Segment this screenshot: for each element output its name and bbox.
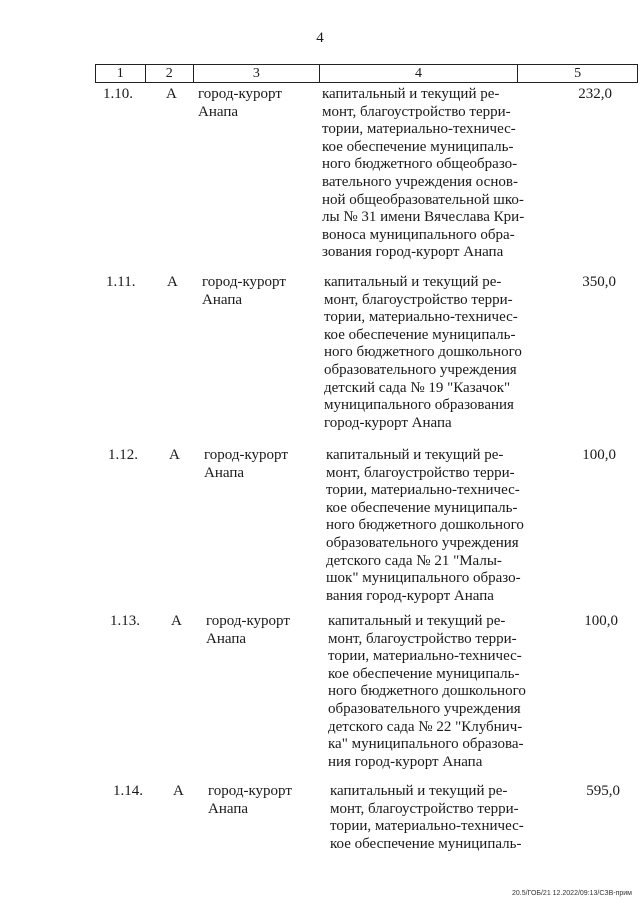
row-category: А	[173, 783, 184, 799]
desc-line: тории, материально-техничес-	[330, 818, 524, 835]
place-line: город-курорт	[204, 447, 288, 463]
row-number: 1.10.	[103, 86, 133, 102]
desc-line: ка" муниципального образова-	[328, 736, 524, 753]
row-place	[204, 447, 314, 482]
row-category: А	[169, 447, 180, 463]
footer-stamp: 20.5/ГОБ/21 12.2022/09:13/СЗВ-прим	[511, 890, 632, 897]
desc-line: монт, благоустройство терри-	[328, 630, 517, 647]
row-description	[326, 447, 536, 605]
desc-line: детского сада № 22 "Клубнич-	[328, 718, 523, 735]
desc-line: кое обеспечение муниципаль-	[322, 138, 514, 155]
row-description	[322, 86, 532, 262]
desc-line: капитальный и текущий ре-	[330, 783, 508, 799]
desc-line: капитальный и текущий ре-	[328, 613, 506, 629]
desc-line: зования город-курорт Анапа	[322, 244, 504, 261]
place-line: город-курорт	[202, 274, 286, 290]
row-description	[324, 274, 534, 432]
desc-line: тории, материально-техничес-	[328, 648, 522, 665]
header-col-5: 5	[518, 65, 638, 83]
desc-line: монт, благоустройство терри-	[322, 103, 511, 120]
place-line: город-курорт	[198, 86, 282, 102]
place-line: Анапа	[208, 800, 249, 817]
desc-line: воноса муниципального обра-	[322, 226, 515, 243]
row-place	[202, 274, 312, 309]
row-number: 1.12.	[108, 447, 138, 463]
row-amount: 232,0	[578, 86, 612, 102]
desc-line: монт, благоустройство терри-	[326, 464, 515, 481]
place-line: Анапа	[202, 291, 243, 308]
table-header	[95, 64, 638, 83]
desc-line: детского сада № 21 "Малы-	[326, 552, 502, 569]
desc-line: ной общеобразовательной шко-	[322, 191, 524, 208]
desc-line: кое обеспечение муниципаль-	[330, 835, 522, 852]
desc-line: муниципального образования	[324, 397, 514, 414]
desc-line: монт, благоустройство терри-	[330, 800, 519, 817]
place-line: Анапа	[204, 464, 245, 481]
desc-line: капитальный и текущий ре-	[324, 274, 502, 290]
place-line: город-курорт	[206, 613, 290, 629]
row-place	[198, 86, 308, 121]
place-line: Анапа	[206, 630, 247, 647]
row-description	[330, 783, 540, 853]
desc-line: капитальный и текущий ре-	[326, 447, 504, 463]
row-amount: 350,0	[582, 274, 616, 290]
row-category: А	[166, 86, 177, 102]
row-amount: 595,0	[586, 783, 620, 799]
desc-line: шок" муниципального образо-	[326, 570, 521, 587]
row-amount: 100,0	[584, 613, 618, 629]
desc-line: ного бюджетного дошкольного	[328, 683, 526, 700]
row-number: 1.13.	[110, 613, 140, 629]
desc-line: образовательного учреждения	[324, 361, 517, 378]
place-line: город-курорт	[208, 783, 292, 799]
row-number: 1.11.	[106, 274, 136, 290]
row-place	[206, 613, 316, 648]
row-category: А	[171, 613, 182, 629]
header-col-2: 2	[145, 65, 194, 83]
row-place	[208, 783, 318, 818]
row-category: А	[167, 274, 178, 290]
desc-line: образовательного учреждения	[326, 534, 519, 551]
row-number: 1.14.	[113, 783, 143, 799]
place-line: Анапа	[198, 103, 239, 120]
desc-line: тории, материально-техничес-	[322, 121, 516, 138]
page-number: 4	[316, 30, 324, 46]
row-description	[328, 613, 538, 771]
desc-line: кое обеспечение муниципаль-	[326, 499, 518, 516]
desc-line: ного бюджетного дошкольного	[324, 344, 522, 361]
desc-line: детский сада № 19 "Казачок"	[324, 379, 511, 396]
row-amount: 100,0	[582, 447, 616, 463]
desc-line: вания город-курорт Анапа	[326, 587, 494, 604]
desc-line: образовательного учреждения	[328, 700, 521, 717]
desc-line: кое обеспечение муниципаль-	[324, 326, 516, 343]
header-col-4: 4	[319, 65, 518, 83]
desc-line: кое обеспечение муниципаль-	[328, 665, 520, 682]
desc-line: капитальный и текущий ре-	[322, 86, 500, 102]
desc-line: ного бюджетного общеобразо-	[322, 156, 518, 173]
desc-line: тории, материально-техничес-	[326, 482, 520, 499]
header-col-1: 1	[96, 65, 146, 83]
desc-line: лы № 31 имени Вячеслава Кри-	[322, 209, 525, 226]
desc-line: монт, благоустройство терри-	[324, 291, 513, 308]
header-col-3: 3	[194, 65, 320, 83]
desc-line: ния город-курорт Анапа	[328, 753, 483, 770]
desc-line: ного бюджетного дошкольного	[326, 517, 524, 534]
desc-line: вательного учреждения основ-	[322, 173, 518, 190]
desc-line: тории, материально-техничес-	[324, 309, 518, 326]
desc-line: город-курорт Анапа	[324, 414, 452, 431]
